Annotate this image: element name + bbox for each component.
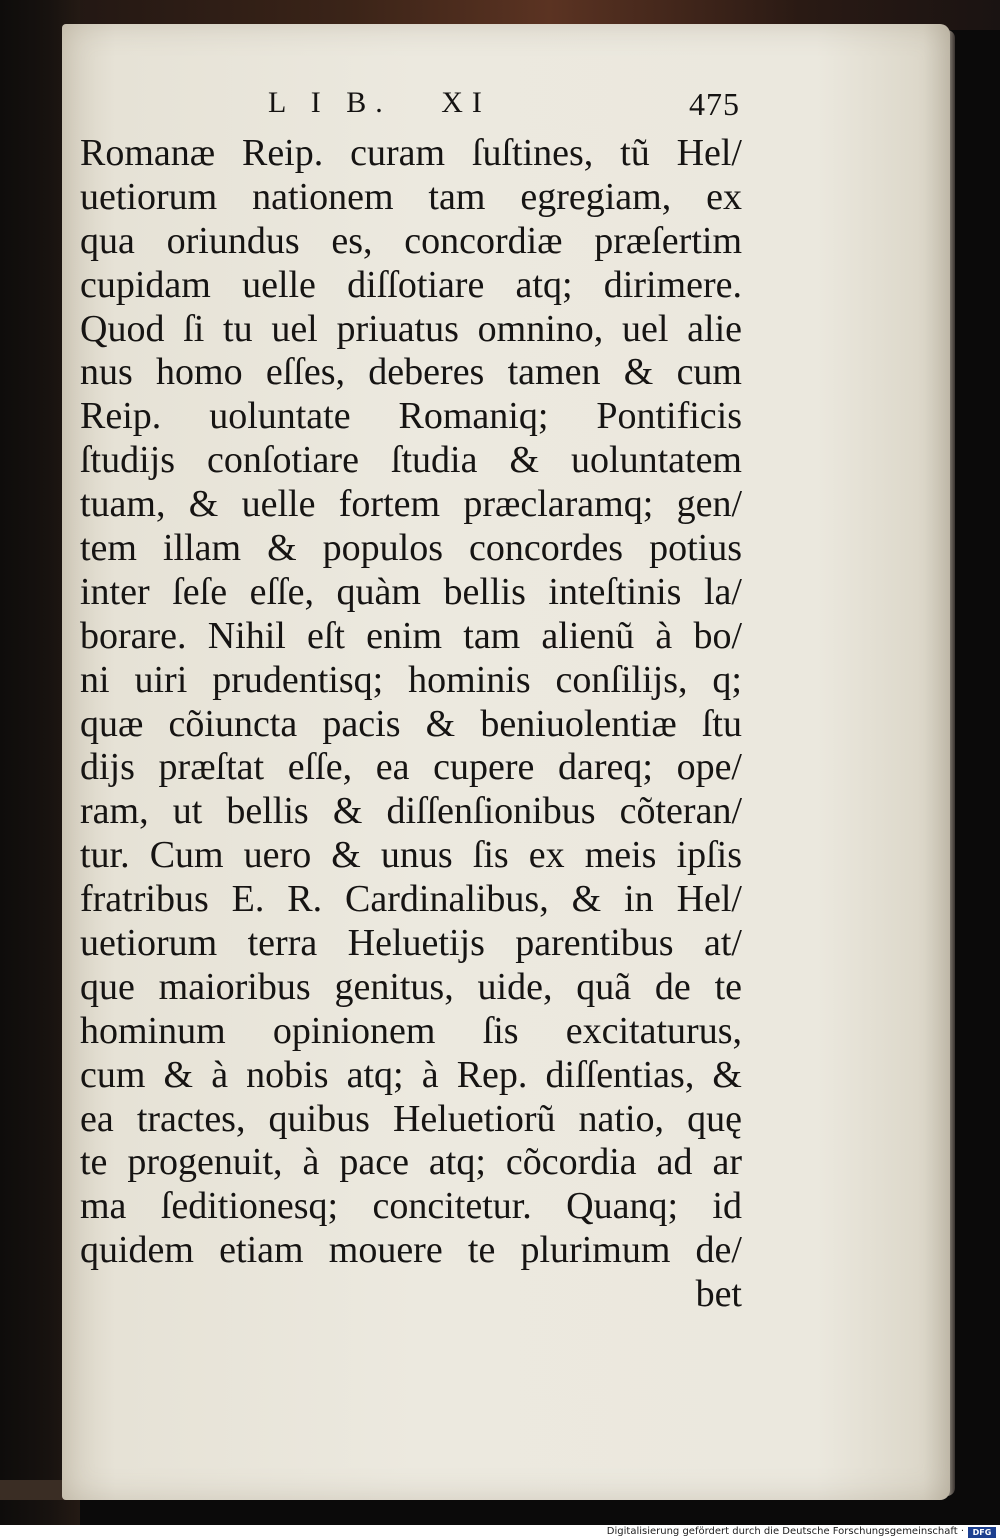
text-line: nus homo eſſes, deberes tamen & cum [80, 351, 742, 394]
footer [0, 1525, 1000, 1540]
running-head [80, 86, 740, 126]
text-line: ma ſeditionesq; concitetur. Quanq; id [80, 1185, 742, 1228]
text-line: ram, ut bellis & diſſenſionibus cõteran/ [80, 790, 742, 833]
text-line: borare. Nihil eſt enim tam alienũ à bo/ [80, 614, 742, 657]
text-line: ea tractes, quibus Heluetiorũ natio, quę [80, 1097, 742, 1140]
text-line: dijs præſtat eſſe, ea cupere dareq; ope/ [80, 746, 742, 789]
dfg-logo-icon: DFG [968, 1527, 996, 1538]
text-line: cum & à nobis atq; à Rep. diſſentias, & [80, 1053, 742, 1096]
text-line: hominum opinionem ſis excitaturus, [80, 1009, 742, 1052]
text-line: tuam, & uelle fortem præclaramq; gen/ [80, 483, 742, 526]
text-line: te progenuit, à pace atq; cõcordia ad ar [80, 1141, 742, 1184]
text-line: uetiorum terra Heluetijs parentibus at/ [80, 922, 742, 965]
text-line: fratribus E. R. Cardinalibus, & in Hel/ [80, 878, 742, 921]
text-line: qua oriundus es, concordiæ præſertim [80, 219, 742, 262]
text-line: ni uiri prudentisq; hominis conſilijs, q; [80, 658, 742, 701]
text-line: uetiorum nationem tam egregiam, ex [80, 175, 742, 218]
text-line: Reip. uoluntate Romaniq; Pontificis [80, 395, 742, 438]
page-number: 475 [689, 86, 740, 122]
text-line: Romanæ Reip. curam ſuſtines, tũ Hel/ [80, 132, 742, 174]
text-line: que maioribus genitus, uide, quã de te [80, 965, 742, 1008]
text-line: inter ſeſe eſſe, quàm bellis inteſtinis la/ [80, 570, 742, 613]
text-line: quæ cõiuncta pacis & beniuolentiæ ſtu [80, 702, 742, 745]
text-block [80, 132, 742, 1317]
text-line: tem illam & populos concordes potius [80, 527, 742, 570]
catchword: bet [695, 1273, 742, 1316]
text-line: cupidam uelle diſſotiare atq; dirimere. [80, 263, 742, 306]
text-line: tur. Cum uero & unus ſis ex meis ipſis [80, 834, 742, 877]
text-line: ſtudijs conſotiare ſtudia & uoluntatem [80, 439, 742, 482]
text-line: quidem etiam mouere te plurimum de/ [80, 1229, 742, 1272]
funding-credit: Digitalisierung gefördert durch die Deutsche Forschungsgemeinschaft · [606, 1526, 964, 1537]
running-title: L I B. XI [268, 86, 491, 119]
text-line: Quod ſi tu uel priuatus omnino, uel alie [80, 307, 742, 350]
